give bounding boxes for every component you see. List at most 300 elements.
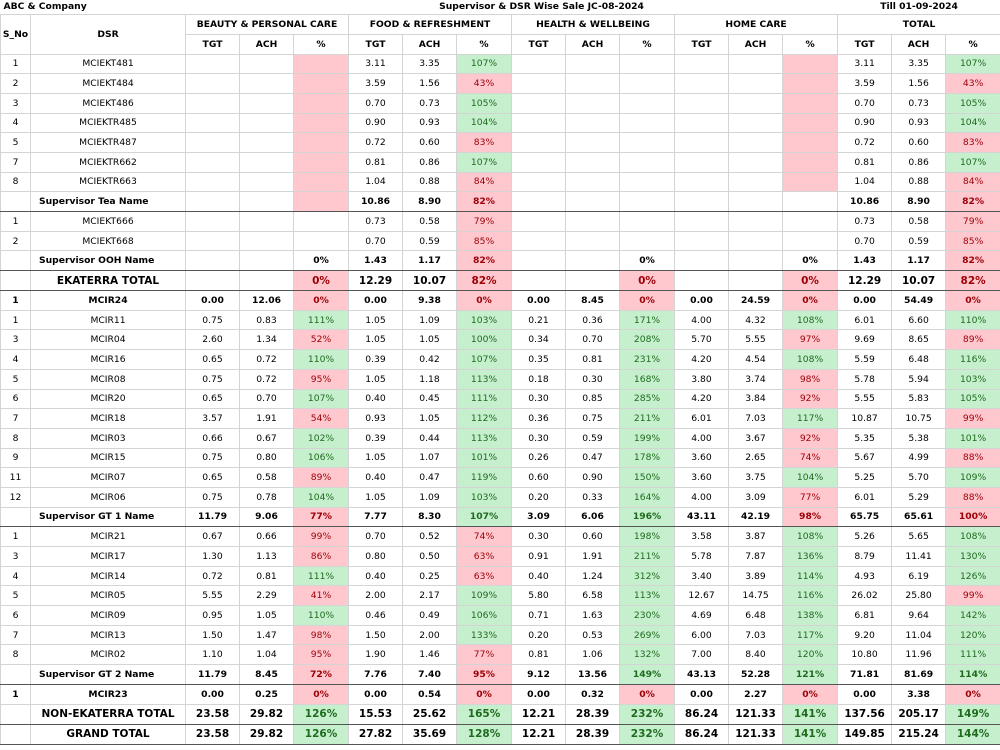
tgt-header: TGT — [186, 34, 240, 54]
cell-tgt: 0.81 — [512, 645, 566, 665]
cell-percent: 119% — [457, 468, 512, 488]
cell-ach: 8.45 — [566, 291, 620, 311]
cell-percent: 144% — [946, 724, 1000, 744]
cell-percent: 103% — [457, 487, 512, 507]
cell-ach — [240, 93, 294, 113]
cell-tgt: 5.25 — [838, 468, 892, 488]
cell-percent: 82% — [946, 192, 1000, 212]
cell-tgt: 8.79 — [838, 547, 892, 567]
cell-percent: 164% — [620, 487, 675, 507]
cell-percent: 113% — [457, 369, 512, 389]
cell-ach: 7.40 — [403, 665, 457, 685]
cell-percent: 74% — [457, 527, 512, 547]
cell-tgt: 3.09 — [512, 507, 566, 527]
cell-ach — [240, 212, 294, 232]
cell-tgt — [675, 231, 729, 251]
cell-tgt: 0.00 — [838, 291, 892, 311]
cell-percent: 0% — [620, 291, 675, 311]
cell-ach: 5.55 — [729, 330, 783, 350]
cell-percent: 106% — [457, 606, 512, 626]
cell-tgt: 0.00 — [186, 291, 240, 311]
summary-row — [1, 291, 1000, 311]
cell-tgt: 4.00 — [675, 310, 729, 330]
company-name: ABC & Company — [3, 1, 87, 13]
cell-ach: 6.06 — [566, 507, 620, 527]
cell-ach — [566, 152, 620, 172]
cell-percent: 231% — [620, 350, 675, 370]
cell-percent: 199% — [620, 428, 675, 448]
cell-tgt: 0.73 — [349, 212, 403, 232]
cell-percent: 89% — [946, 330, 1000, 350]
cell-ach — [240, 172, 294, 192]
cell-percent: 88% — [946, 487, 1000, 507]
ach-header: ACH — [240, 34, 294, 54]
cell-percent: 269% — [620, 625, 675, 645]
cell-percent: 82% — [457, 192, 512, 212]
cell-percent: 198% — [620, 527, 675, 547]
cell-ach: 1.06 — [566, 645, 620, 665]
cell-ach: 0.75 — [566, 409, 620, 429]
cell-sno: 6 — [1, 389, 31, 409]
cell-ach: 0.60 — [566, 527, 620, 547]
cell-ach: 7.03 — [729, 625, 783, 645]
cell-ach — [729, 93, 783, 113]
cell-ach — [566, 212, 620, 232]
cell-tgt: 0.65 — [186, 468, 240, 488]
cell-percent: 101% — [946, 428, 1000, 448]
cell-tgt: 0.67 — [186, 527, 240, 547]
cell-ach: 0.58 — [240, 468, 294, 488]
cell-ach: 2.65 — [729, 448, 783, 468]
cell-sno: 8 — [1, 645, 31, 665]
cell-tgt: 0.71 — [512, 606, 566, 626]
cell-percent: 0% — [620, 251, 675, 271]
cell-ach — [566, 192, 620, 212]
cell-ach: 1.17 — [892, 251, 946, 271]
cell-tgt: 6.01 — [838, 310, 892, 330]
cell-ach: 0.88 — [892, 172, 946, 192]
cell-percent — [783, 133, 838, 153]
cell-ach: 0.25 — [240, 684, 294, 704]
cell-tgt — [186, 74, 240, 94]
cell-sno: 1 — [1, 291, 31, 311]
cell-ach: 0.78 — [240, 487, 294, 507]
cell-tgt — [186, 231, 240, 251]
cell-percent — [620, 113, 675, 133]
group-header: HOME CARE — [675, 14, 838, 34]
cell-ach — [240, 271, 294, 291]
cell-tgt: 0.21 — [512, 310, 566, 330]
cell-percent — [294, 152, 349, 172]
cell-percent: 0% — [946, 684, 1000, 704]
cell-tgt: 3.60 — [675, 468, 729, 488]
cell-sno: 8 — [1, 428, 31, 448]
cell-percent: 168% — [620, 369, 675, 389]
cell-ach: 215.24 — [892, 724, 946, 744]
cell-tgt: 2.00 — [349, 586, 403, 606]
cell-ach: 0.66 — [240, 527, 294, 547]
cell-dsr: Supervisor GT 2 Name — [31, 665, 186, 685]
table-row — [1, 231, 1000, 251]
cell-percent: 82% — [946, 251, 1000, 271]
cell-percent: 133% — [457, 625, 512, 645]
cell-percent: 126% — [946, 566, 1000, 586]
cell-percent: 43% — [457, 74, 512, 94]
cell-tgt: 6.01 — [675, 409, 729, 429]
cell-tgt: 0.91 — [512, 547, 566, 567]
cell-tgt: 65.75 — [838, 507, 892, 527]
cell-ach: 1.05 — [403, 330, 457, 350]
cell-ach: 1.05 — [240, 606, 294, 626]
cell-dsr: MCIEKTR663 — [31, 172, 186, 192]
cell-sno: 6 — [1, 606, 31, 626]
cell-ach: 10.75 — [892, 409, 946, 429]
cell-sno: 4 — [1, 113, 31, 133]
cell-percent — [294, 231, 349, 251]
cell-sno — [1, 724, 31, 744]
summary-row — [1, 507, 1000, 527]
cell-percent: 171% — [620, 310, 675, 330]
summary-row — [1, 665, 1000, 685]
cell-ach: 0.88 — [403, 172, 457, 192]
cell-tgt: 5.59 — [838, 350, 892, 370]
cell-percent: 109% — [457, 586, 512, 606]
cell-tgt: 1.05 — [349, 487, 403, 507]
cell-ach: 0.86 — [403, 152, 457, 172]
cell-tgt — [186, 54, 240, 74]
cell-ach: 52.28 — [729, 665, 783, 685]
cell-percent: 116% — [946, 350, 1000, 370]
cell-tgt: 0.00 — [349, 684, 403, 704]
cell-percent: 108% — [783, 527, 838, 547]
cell-ach: 0.47 — [566, 448, 620, 468]
cell-tgt — [512, 113, 566, 133]
table-row — [1, 566, 1000, 586]
table-row — [1, 212, 1000, 232]
cell-tgt: 0.81 — [838, 152, 892, 172]
cell-ach: 1.07 — [403, 448, 457, 468]
cell-tgt: 1.30 — [186, 547, 240, 567]
cell-ach: 2.00 — [403, 625, 457, 645]
cell-percent: 98% — [294, 625, 349, 645]
cell-ach — [566, 113, 620, 133]
cell-tgt: 86.24 — [675, 704, 729, 724]
cell-tgt — [512, 231, 566, 251]
cell-tgt — [186, 133, 240, 153]
cell-tgt: 26.02 — [838, 586, 892, 606]
cell-ach: 28.39 — [566, 704, 620, 724]
cell-dsr: MCIEKT486 — [31, 93, 186, 113]
cell-dsr: MCIR24 — [31, 291, 186, 311]
cell-percent: 0% — [457, 291, 512, 311]
cell-tgt: 12.67 — [675, 586, 729, 606]
cell-percent: 74% — [783, 448, 838, 468]
cell-percent: 105% — [946, 93, 1000, 113]
cell-percent — [783, 113, 838, 133]
cell-percent: 83% — [946, 133, 1000, 153]
cell-tgt: 12.21 — [512, 704, 566, 724]
table-row — [1, 152, 1000, 172]
cell-ach: 28.39 — [566, 724, 620, 744]
cell-tgt: 5.35 — [838, 428, 892, 448]
cell-tgt: 12.29 — [838, 271, 892, 291]
cell-ach: 81.69 — [892, 665, 946, 685]
cell-percent: 107% — [457, 54, 512, 74]
cell-dsr: MCIR13 — [31, 625, 186, 645]
cell-dsr: MCIR06 — [31, 487, 186, 507]
cell-tgt: 3.11 — [349, 54, 403, 74]
col-sno-header: S_No — [1, 14, 31, 54]
cell-sno: 1 — [1, 684, 31, 704]
cell-percent: 138% — [783, 606, 838, 626]
cell-percent: 121% — [783, 665, 838, 685]
table-row — [1, 93, 1000, 113]
cell-sno: 11 — [1, 468, 31, 488]
cell-tgt: 9.12 — [512, 665, 566, 685]
cell-tgt: 6.81 — [838, 606, 892, 626]
cell-tgt: 1.05 — [349, 330, 403, 350]
cell-percent: 103% — [457, 310, 512, 330]
cell-tgt: 5.55 — [838, 389, 892, 409]
cell-tgt — [512, 74, 566, 94]
cell-ach: 3.89 — [729, 566, 783, 586]
cell-ach: 0.42 — [403, 350, 457, 370]
cell-percent: 107% — [457, 350, 512, 370]
table-row — [1, 487, 1000, 507]
cell-tgt: 0.39 — [349, 428, 403, 448]
cell-percent: 108% — [946, 527, 1000, 547]
cell-percent: 126% — [294, 724, 349, 744]
cell-tgt — [512, 93, 566, 113]
cell-ach: 8.65 — [892, 330, 946, 350]
cell-dsr: MCIR15 — [31, 448, 186, 468]
cell-tgt: 0.00 — [675, 684, 729, 704]
cell-tgt: 5.78 — [838, 369, 892, 389]
cell-ach: 1.04 — [240, 645, 294, 665]
report-title: Supervisor & DSR Wise Sale JC-08-2024 — [439, 1, 644, 13]
cell-ach — [729, 212, 783, 232]
cell-sno — [1, 507, 31, 527]
cell-percent: 114% — [783, 566, 838, 586]
tgt-header: TGT — [349, 34, 403, 54]
table-row — [1, 527, 1000, 547]
cell-percent: 111% — [294, 310, 349, 330]
cell-ach: 35.69 — [403, 724, 457, 744]
cell-tgt: 11.79 — [186, 507, 240, 527]
cell-ach: 14.75 — [729, 586, 783, 606]
table-row — [1, 645, 1000, 665]
cell-ach: 0.25 — [403, 566, 457, 586]
cell-tgt: 4.93 — [838, 566, 892, 586]
cell-percent: 128% — [457, 724, 512, 744]
cell-tgt: 0.90 — [838, 113, 892, 133]
cell-percent: 141% — [783, 724, 838, 744]
cell-ach: 1.24 — [566, 566, 620, 586]
cell-percent: 92% — [783, 428, 838, 448]
cell-tgt: 0.18 — [512, 369, 566, 389]
cell-sno — [1, 192, 31, 212]
cell-sno: 4 — [1, 350, 31, 370]
group-header: FOOD & REFRESHMENT — [349, 14, 512, 34]
cell-sno: 5 — [1, 586, 31, 606]
cell-ach: 0.60 — [892, 133, 946, 153]
cell-tgt — [186, 113, 240, 133]
cell-ach: 0.30 — [566, 369, 620, 389]
cell-percent: 85% — [457, 231, 512, 251]
cell-ach: 0.47 — [403, 468, 457, 488]
cell-percent: 107% — [946, 54, 1000, 74]
cell-sno — [1, 665, 31, 685]
cell-ach: 0.80 — [240, 448, 294, 468]
cell-ach — [240, 74, 294, 94]
cell-percent: 95% — [294, 369, 349, 389]
cell-percent: 101% — [457, 448, 512, 468]
cell-percent: 89% — [294, 468, 349, 488]
cell-tgt: 2.60 — [186, 330, 240, 350]
cell-ach: 6.58 — [566, 586, 620, 606]
cell-percent: 136% — [783, 547, 838, 567]
cell-percent: 43% — [946, 74, 1000, 94]
table-row — [1, 330, 1000, 350]
cell-percent: 116% — [783, 586, 838, 606]
cell-tgt: 4.00 — [675, 487, 729, 507]
cell-ach: 25.80 — [892, 586, 946, 606]
cell-ach — [240, 251, 294, 271]
cell-ach: 24.59 — [729, 291, 783, 311]
cell-tgt: 0.70 — [349, 231, 403, 251]
cell-percent: 104% — [294, 487, 349, 507]
cell-sno: 5 — [1, 369, 31, 389]
cell-tgt: 12.21 — [512, 724, 566, 744]
cell-tgt: 3.57 — [186, 409, 240, 429]
cell-ach: 0.60 — [403, 133, 457, 153]
cell-sno: 8 — [1, 172, 31, 192]
cell-ach: 4.99 — [892, 448, 946, 468]
cell-tgt: 0.20 — [512, 487, 566, 507]
cell-tgt: 3.60 — [675, 448, 729, 468]
cell-dsr: Supervisor GT 1 Name — [31, 507, 186, 527]
cell-percent: 99% — [946, 586, 1000, 606]
cell-dsr: MCIR04 — [31, 330, 186, 350]
summary-row — [1, 192, 1000, 212]
percent-header: % — [457, 34, 512, 54]
table-row — [1, 172, 1000, 192]
cell-sno: 1 — [1, 54, 31, 74]
cell-tgt: 0.75 — [186, 487, 240, 507]
cell-tgt: 0.75 — [186, 448, 240, 468]
cell-sno: 1 — [1, 527, 31, 547]
cell-ach: 3.09 — [729, 487, 783, 507]
cell-percent: 104% — [783, 468, 838, 488]
cell-ach: 54.49 — [892, 291, 946, 311]
cell-ach: 65.61 — [892, 507, 946, 527]
cell-ach — [566, 74, 620, 94]
cell-tgt: 0.75 — [186, 310, 240, 330]
cell-tgt: 0.00 — [512, 684, 566, 704]
cell-tgt: 0.30 — [512, 428, 566, 448]
cell-sno: 5 — [1, 133, 31, 153]
cell-percent: 99% — [294, 527, 349, 547]
cell-tgt: 1.05 — [349, 310, 403, 330]
cell-tgt: 0.72 — [186, 566, 240, 586]
cell-tgt: 5.55 — [186, 586, 240, 606]
cell-percent: 0% — [294, 271, 349, 291]
cell-percent — [783, 152, 838, 172]
cell-percent: 111% — [946, 645, 1000, 665]
cell-tgt: 10.87 — [838, 409, 892, 429]
cell-ach: 0.45 — [403, 389, 457, 409]
cell-tgt: 0.60 — [512, 468, 566, 488]
cell-percent — [783, 54, 838, 74]
cell-tgt: 7.76 — [349, 665, 403, 685]
cell-ach — [566, 231, 620, 251]
table-row — [1, 428, 1000, 448]
summary-row — [1, 684, 1000, 704]
cell-percent: 83% — [457, 133, 512, 153]
cell-sno: 4 — [1, 566, 31, 586]
cell-tgt: 23.58 — [186, 724, 240, 744]
cell-ach: 8.90 — [403, 192, 457, 212]
cell-tgt — [186, 172, 240, 192]
cell-ach: 1.91 — [240, 409, 294, 429]
cell-ach: 1.46 — [403, 645, 457, 665]
cell-percent: 54% — [294, 409, 349, 429]
cell-tgt: 0.00 — [675, 291, 729, 311]
cell-tgt: 0.80 — [349, 547, 403, 567]
cell-tgt: 3.11 — [838, 54, 892, 74]
cell-percent — [294, 212, 349, 232]
cell-tgt: 1.04 — [838, 172, 892, 192]
cell-ach: 0.58 — [403, 212, 457, 232]
cell-tgt: 11.79 — [186, 665, 240, 685]
cell-percent: 107% — [946, 152, 1000, 172]
cell-tgt — [675, 93, 729, 113]
cell-ach: 205.17 — [892, 704, 946, 724]
cell-ach: 9.64 — [892, 606, 946, 626]
cell-ach: 0.72 — [240, 369, 294, 389]
cell-sno: 7 — [1, 409, 31, 429]
cell-tgt: 0.73 — [838, 212, 892, 232]
cell-ach — [566, 93, 620, 113]
cell-dsr: MCIEKT668 — [31, 231, 186, 251]
table-row — [1, 586, 1000, 606]
ach-header: ACH — [403, 34, 457, 54]
cell-percent: 92% — [783, 389, 838, 409]
cell-percent: 104% — [946, 113, 1000, 133]
cell-percent: 113% — [620, 586, 675, 606]
cell-ach: 0.73 — [892, 93, 946, 113]
cell-percent: 142% — [946, 606, 1000, 626]
table-row — [1, 369, 1000, 389]
cell-ach: 1.63 — [566, 606, 620, 626]
cell-percent: 105% — [946, 389, 1000, 409]
cell-tgt — [512, 172, 566, 192]
cell-ach: 0.67 — [240, 428, 294, 448]
table-row — [1, 54, 1000, 74]
cell-tgt: 0.72 — [838, 133, 892, 153]
cell-tgt — [675, 271, 729, 291]
cell-ach: 0.83 — [240, 310, 294, 330]
cell-percent: 149% — [946, 704, 1000, 724]
cell-tgt: 5.26 — [838, 527, 892, 547]
cell-percent — [294, 113, 349, 133]
cell-percent: 141% — [783, 704, 838, 724]
cell-ach: 0.81 — [566, 350, 620, 370]
cell-dsr: MCIEKT481 — [31, 54, 186, 74]
cell-ach — [240, 54, 294, 74]
cell-ach: 0.58 — [892, 212, 946, 232]
cell-percent: 102% — [294, 428, 349, 448]
